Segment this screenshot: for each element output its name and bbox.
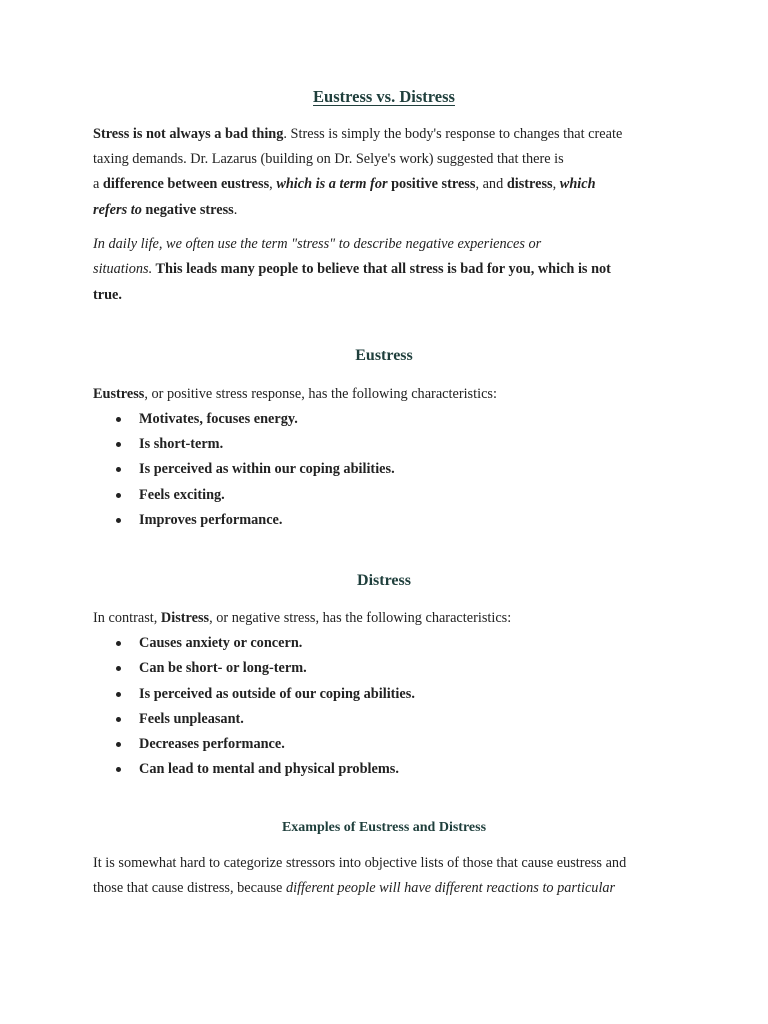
distress-intro-text-a: In contrast, [93,610,161,626]
list-item: Decreases performance. [139,736,285,752]
intro-bold-positive: positive stress [387,176,476,192]
list-item: Motivates, focuses energy. [139,411,298,427]
intro-bolditalic-refers: refers to [93,202,142,218]
examples-line-2 [93,879,693,897]
eustress-heading: Eustress [355,347,413,364]
list-item: Is perceived as within our coping abilities. [139,461,395,477]
para2-line-2 [93,260,693,278]
para2-italic-situations: situations. [93,261,153,277]
intro-line-1 [93,125,693,143]
bullet-icon [116,742,121,747]
bullet-icon [116,518,121,523]
intro-text-3h: , [552,176,560,192]
intro-bold-distress: distress [506,176,553,192]
intro-text-3c: , [269,176,277,192]
list-item: Can lead to mental and physical problems. [139,761,399,777]
list-item: Causes anxiety or concern. [139,635,303,651]
bullet-icon [116,467,121,472]
list-item: Improves performance. [139,512,283,528]
distress-heading: Distress [357,572,411,589]
bullet-icon [116,666,121,671]
examples-italic-2: different people will have different reactions to particular [285,880,616,896]
para2-line-3 [93,286,693,304]
bullet-icon [116,417,121,422]
list-item: Can be short- or long-term. [139,660,307,676]
distress-intro [93,609,693,627]
eustress-intro [93,385,693,403]
intro-bold-claim: Stress is not always a bad thing [93,126,284,142]
para2-line-1 [93,235,693,253]
list-item: Feels unpleasant. [139,711,244,727]
intro-line-4 [93,201,693,219]
examples-line-1: It is somewhat hard to categorize stressors into objective lists of those that cause eustress and [93,855,627,871]
intro-text-1: . Stress is simply the body's response to changes that create [283,126,623,142]
bullet-icon [116,493,121,498]
para2-bold-true: true. [93,287,122,303]
bullet-icon [116,692,121,697]
bullet-icon [116,767,121,772]
distress-intro-text: , or negative stress, has the following characteristics: [209,610,512,626]
intro-line-3 [93,175,693,193]
intro-line-2: taxing demands. Dr. Lazarus (building on Dr. Selye's work) suggested that there is [93,151,564,167]
intro-bolditalic-term: which is a term for [276,176,388,192]
bullet-icon [116,641,121,646]
examples-heading: Examples of Eustress and Distress [281,820,487,835]
eustress-intro-bold: Eustress [93,386,145,402]
para2-italic-1: In daily life, we often use the term "stress" to describe negative experiences or [93,236,542,252]
bullet-icon [116,717,121,722]
intro-bold-negative: negative stress [141,202,234,218]
list-item: Feels exciting. [139,487,225,503]
intro-text-3f: , and [475,176,507,192]
intro-bolditalic-which: which [559,176,596,192]
intro-bold-difference: difference between eustress [102,176,270,192]
para2-bold-claim: This leads many people to believe that all stress is bad for you, which is not [152,261,611,277]
intro-text-4c: . [233,202,238,218]
page-title: Eustress vs. Distress [313,87,455,106]
list-item: Is perceived as outside of our coping abilities. [139,686,415,702]
bullet-icon [116,442,121,447]
intro-text-3a: a [93,176,103,192]
examples-text-2: those that cause distress, because [93,880,286,896]
eustress-intro-text: , or positive stress response, has the following characteristics: [144,386,497,402]
distress-intro-bold: Distress [160,610,210,626]
list-item: Is short-term. [139,436,224,452]
